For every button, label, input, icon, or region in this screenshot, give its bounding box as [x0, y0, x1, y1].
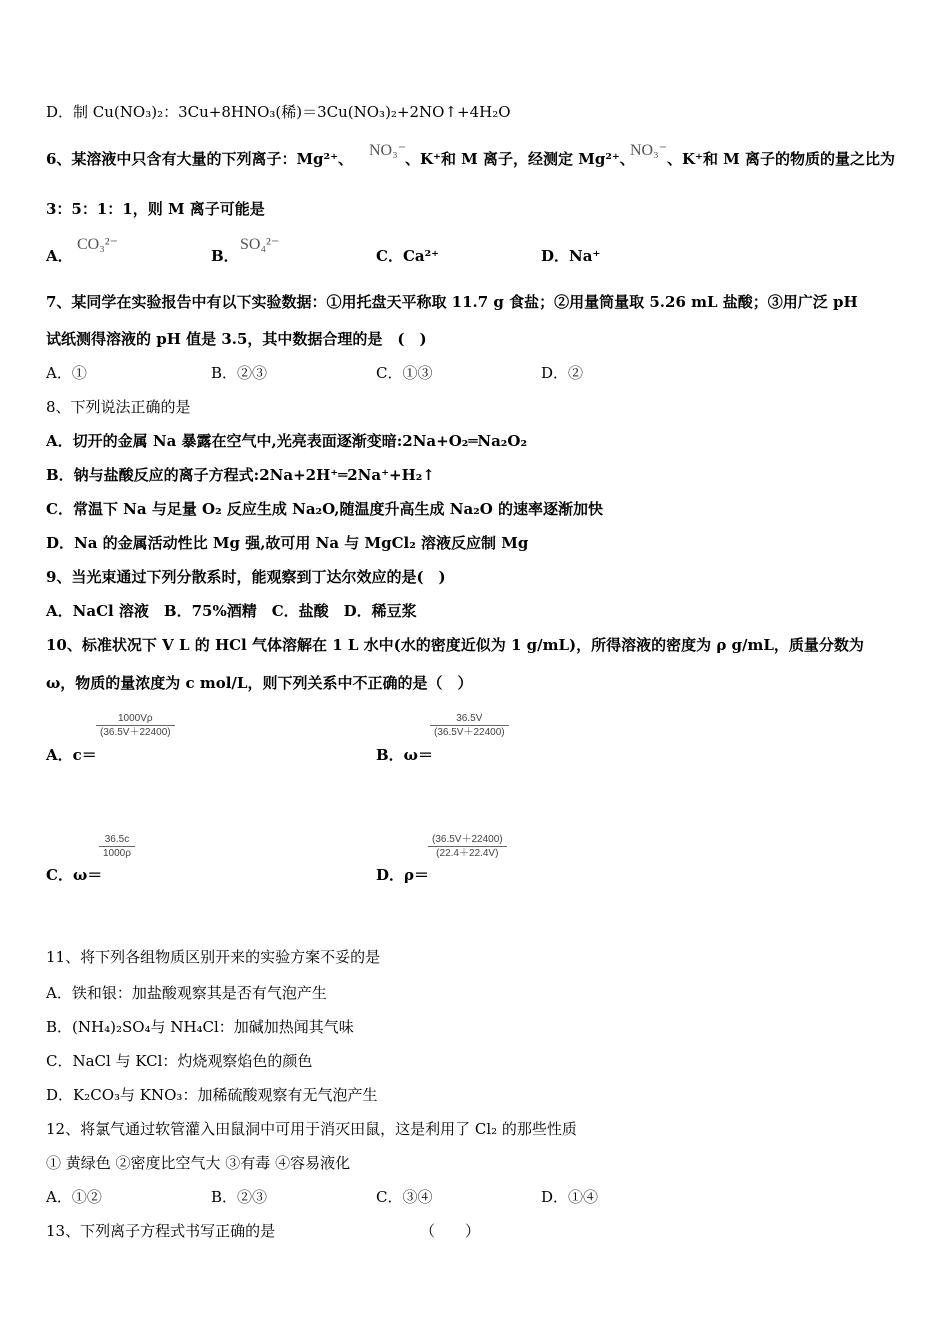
q10-option-d-numerator: (36.5V＋22400)	[432, 834, 503, 845]
q10-option-c-denominator: 1000ρ	[99, 846, 135, 860]
q6-stem-line1-part3: 、K⁺和 M 离子的物质的量之比为	[667, 150, 896, 168]
q12-properties: ① 黄绿色 ②密度比空气大 ③有毒 ④容易液化	[46, 1154, 351, 1172]
q12-option-c: C．③④	[376, 1188, 433, 1206]
q13-stem: 13、下列离子方程式书写正确的是	[46, 1222, 276, 1240]
q6-stem-line1-part2: 、K⁺和 M 离子，经测定 Mg²⁺、	[405, 150, 635, 168]
q7-option-d: D．②	[541, 364, 584, 382]
q6-option-d: D．Na⁺	[541, 247, 601, 265]
q10-stem-line2: ω，物质的量浓度为 c mol/L，则下列关系中不正确的是（ ）	[46, 674, 473, 692]
q12-option-b: B．②③	[211, 1188, 268, 1206]
q8-option-a: A．切开的金属 Na 暴露在空气中,光亮表面逐渐变暗:2Na+O₂═Na₂O₂	[46, 432, 528, 450]
q6-stem-line1-part1: 6、某溶液中只含有大量的下列离子：Mg²⁺、	[46, 150, 354, 168]
q10-option-b: B．ω＝	[376, 746, 433, 764]
q11-option-d: D．K₂CO₃与 KNO₃：加稀硫酸观察有无气泡产生	[46, 1086, 378, 1104]
q7-option-b: B．②③	[211, 364, 268, 382]
q9-stem: 9、当光束通过下列分散系时，能观察到丁达尔效应的是( )	[46, 568, 446, 586]
q10-option-b-denominator: (36.5V＋22400)	[430, 725, 509, 739]
q8-option-d: D．Na 的金属活动性比 Mg 强,故可用 Na 与 MgCl₂ 溶液反应制 Mg	[46, 534, 529, 552]
q6-option-c: C．Ca²⁺	[376, 247, 440, 265]
q12-option-d: D．①④	[541, 1188, 599, 1206]
q10-option-d: D．ρ＝	[376, 866, 429, 884]
q9-options: A．NaCl 溶液 B．75%酒精 C．盐酸 D．稀豆浆	[46, 602, 417, 620]
q8-option-c: C．常温下 Na 与足量 O₂ 反应生成 Na₂O,随温度升高生成 Na₂O 的速率逐渐加快	[46, 500, 604, 518]
q10-option-b-numerator: 36.5V	[456, 713, 483, 724]
q10-stem-line1: 10、标准状况下 V L 的 HCl 气体溶解在 1 L 水中(水的密度近似为 1 g/mL)，所得溶液的密度为 ρ g/mL，质量分数为	[46, 636, 864, 654]
q10-option-c: C．ω＝	[46, 866, 103, 884]
q12-stem: 12、将氯气通过软管灌入田鼠洞中可用于消灭田鼠，这是利用了 Cl₂ 的那些性质	[46, 1120, 577, 1138]
q10-option-c-numerator: 36.5c	[104, 834, 130, 845]
q10-option-a-numerator: 1000Vρ	[118, 713, 153, 724]
q10-option-a-fraction	[96, 712, 175, 739]
q11-option-a: A．铁和银：加盐酸观察其是否有气泡产生	[46, 984, 327, 1002]
q6-option-a-ion: CO₃²⁻	[77, 236, 119, 253]
q6-ion-no3-1: NO₃⁻	[369, 142, 407, 159]
q6-ion-no3-2: NO₃⁻	[630, 142, 668, 159]
q7-option-c: C．①③	[376, 364, 433, 382]
q11-stem: 11、将下列各组物质区别开来的实验方案不妥的是	[46, 948, 381, 966]
q10-option-b-fraction	[430, 712, 509, 739]
q6-option-b: B．	[211, 247, 239, 265]
q10-option-d-denominator: (22.4＋22.4V)	[428, 846, 507, 860]
q8-option-b: B．钠与盐酸反应的离子方程式:2Na+2H⁺═2Na⁺+H₂↑	[46, 466, 435, 484]
q5-option-d: D．制 Cu(NO₃)₂：3Cu+8HNO₃(稀)＝3Cu(NO₃)₂+2NO↑+4H₂O	[46, 103, 511, 121]
q10-option-a-denominator: (36.5V＋22400)	[96, 725, 175, 739]
q10-option-d-fraction	[428, 833, 507, 860]
q13-answer-paren: （ ）	[420, 1222, 481, 1240]
q11-option-b: B．(NH₄)₂SO₄与 NH₄Cl：加碱加热闻其气味	[46, 1018, 354, 1036]
q8-stem: 8、下列说法正确的是	[46, 398, 191, 416]
q7-stem-line2: 试纸测得溶液的 pH 值是 3.5，其中数据合理的是 ( )	[46, 330, 427, 348]
q10-option-c-fraction	[99, 833, 135, 860]
q6-option-b-ion: SO₄²⁻	[240, 236, 280, 253]
q10-option-a: A．c＝	[46, 746, 97, 764]
q6-option-a: A．	[46, 247, 73, 265]
q7-stem-line1: 7、某同学在实验报告中有以下实验数据：①用托盘天平称取 11.7 g 食盐；②用量筒量取 5.26 mL 盐酸；③用广泛 pH	[46, 293, 858, 311]
q12-option-a: A．①②	[46, 1188, 102, 1206]
q11-option-c: C．NaCl 与 KCl：灼烧观察焰色的颜色	[46, 1052, 313, 1070]
q6-stem-line2: 3：5：1：1，则 M 离子可能是	[46, 200, 265, 218]
q7-option-a: A．①	[46, 364, 87, 382]
